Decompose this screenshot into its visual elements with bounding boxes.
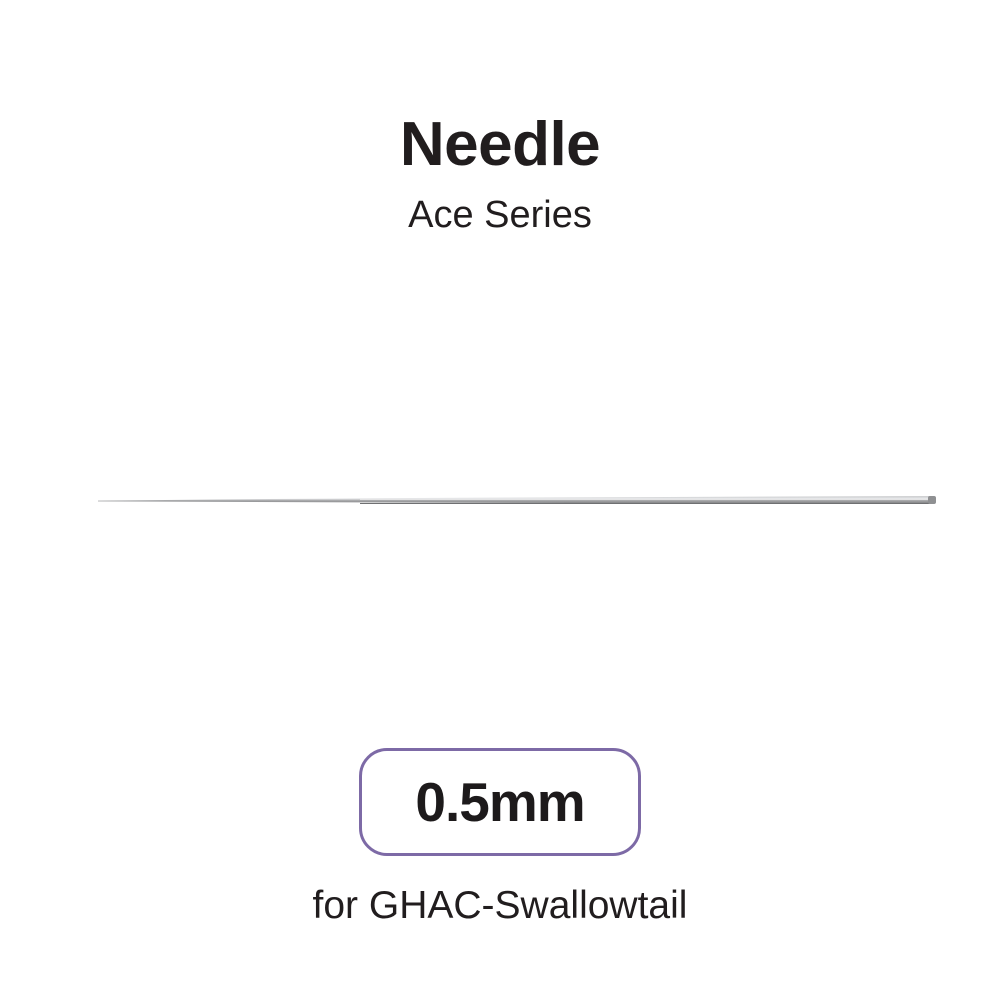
title-block: [0, 112, 1000, 237]
needle-illustration: [60, 455, 940, 545]
size-badge-label: 0.5mm: [415, 770, 585, 833]
size-badge: [359, 748, 641, 856]
size-badge-wrap: [0, 748, 1000, 856]
product-subtitle: Ace Series: [408, 194, 592, 237]
page-title: Needle: [399, 110, 601, 179]
compatibility-text: for GHAC-Swallowtail: [312, 884, 688, 927]
